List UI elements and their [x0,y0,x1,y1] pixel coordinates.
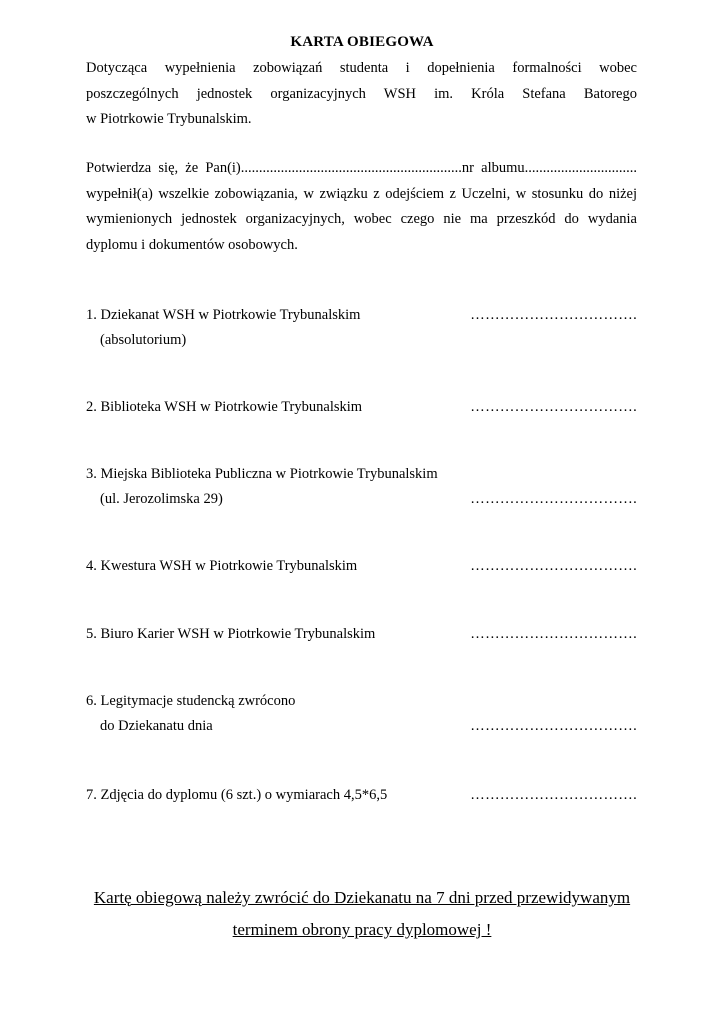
unit-sublabel: do Dziekanatu dnia [100,718,213,734]
confirmation-line: wypełnił(a) wszelkie zobowiązania, w związku z odejściem z Uczelni, w stosunku do niżej [86,185,637,202]
intro-line: poszczególnych jednostek organizacyjnych WSH im. Króla Stefana Batorego [86,85,637,102]
unit-label: 1. Dziekanat WSH w Piotrkowie Trybunalskim [86,307,361,323]
unit-label: 7. Zdjęcia do dyplomu (6 szt.) o wymiarach 4,5*6,5 [86,787,388,803]
intro-line: w Piotrkowie Trybunalskim. [86,111,252,127]
unit-label: 5. Biuro Karier WSH w Piotrkowie Trybunalskim [86,626,376,642]
intro-paragraph [86,56,637,133]
signature-line: ……………………………. [470,718,637,734]
unit-label: 3. Miejska Biblioteka Publiczna w Piotrkowie Trybunalskim [86,466,438,482]
signature-line: ……………………………. [470,491,637,507]
document-title: KARTA OBIEGOWA [290,34,434,50]
notice-line: Kartę obiegową należy zwrócić do Dziekanatu na 7 dni przed przewidywanym [93,888,631,907]
confirmation-paragraph [86,156,637,258]
notice-line: terminem obrony pracy dyplomowej ! [232,920,492,939]
unit-sublabel: (absolutorium) [100,332,187,348]
return-notice [0,882,724,946]
confirmation-line: Potwierdza się, że Pan(i).............................................................nr albumu............................... [86,160,637,176]
confirmation-line: wymienionych jednostek organizacyjnych, wobec czego nie ma przeszkód do wydania [86,211,637,227]
unit-label: 2. Biblioteka WSH w Piotrkowie Trybunalskim [86,399,363,415]
signature-line: ……………………………. [470,399,637,415]
signature-line: ……………………………. [470,626,637,642]
unit-label: 4. Kwestura WSH w Piotrkowie Trybunalskim [86,558,358,574]
confirmation-line: dyplomu i dokumentów osobowych. [86,236,298,253]
unit-label: 6. Legitymacje studencką zwrócono [86,693,296,709]
intro-line: Dotycząca wypełnienia zobowiązań studenta i dopełnienia formalności wobec [86,60,637,76]
signature-line: ……………………………. [470,307,637,323]
signature-line: ……………………………. [470,558,637,574]
signature-line: ……………………………. [470,787,637,803]
unit-sublabel: (ul. Jerozolimska 29) [100,491,223,507]
